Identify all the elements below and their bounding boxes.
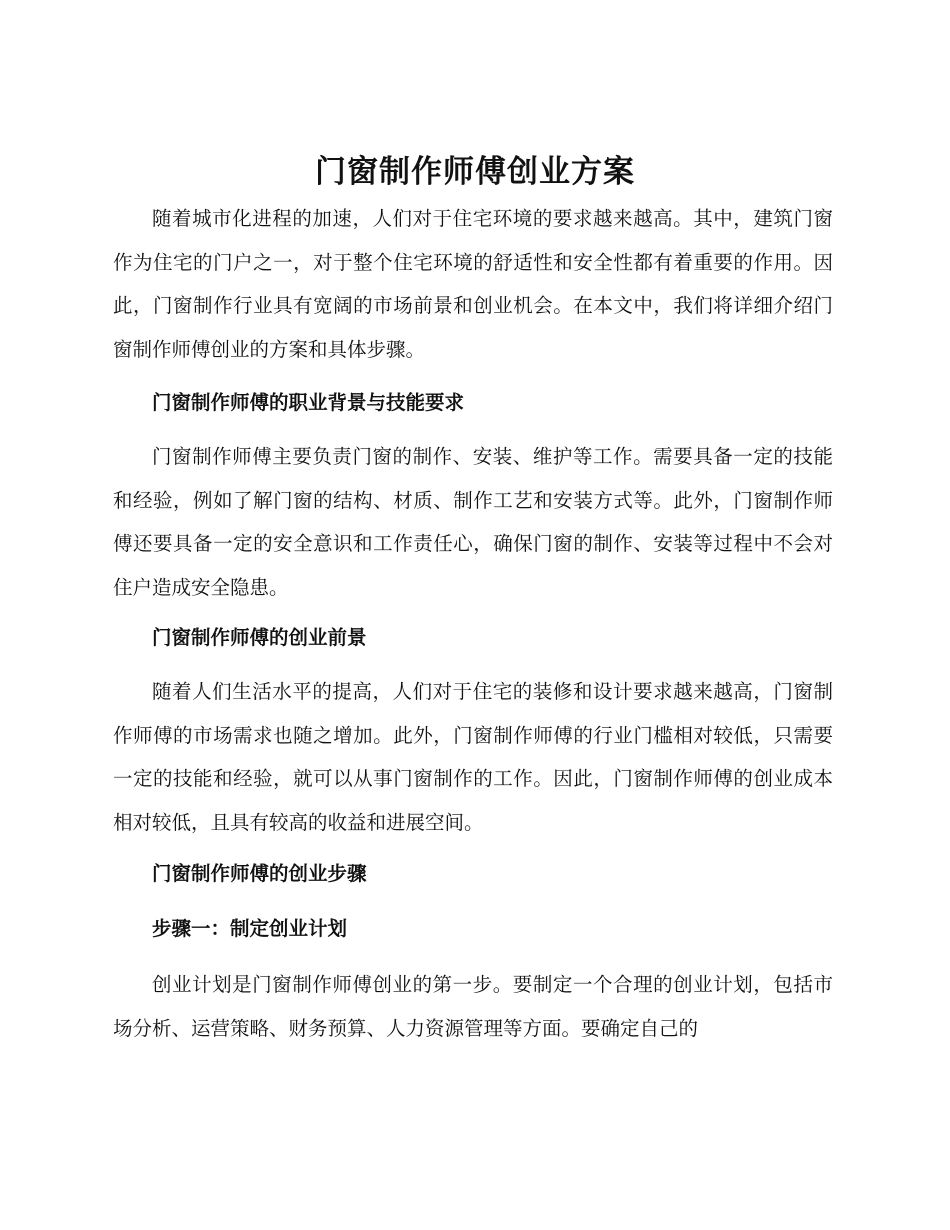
section3-heading: 门窗制作师傅的创业步骤: [152, 862, 367, 885]
step1-block: [113, 963, 833, 1050]
intro-paragraph: 随着城市化进程的加速，人们对于住宅环境的要求越来越高。其中，建筑门窗作为住宅的门户之一，对于整个住宅环境的舒适性和安全性都有着重要的作用。因此，门窗制作行业具有宽阔的市场前景和创业机会。在本文中，我们将详细介绍门窗制作师傅创业的方案和具体步骤。: [113, 207, 833, 361]
section2-block: [113, 670, 833, 844]
section2-paragraph: 随着人们生活水平的提高，人们对于住宅的装修和设计要求越来越高，门窗制作师傅的市场需求也随之增加。此外，门窗制作师傅的行业门槛相对较低，只需要一定的技能和经验，就可以从事门窗制作的工作。因此，门窗制作师傅的创业成本相对较低，且具有较高的收益和进展空间。: [113, 680, 833, 834]
section1-heading-block: [113, 388, 833, 418]
document-title: 门窗制作师傅创业方案: [315, 154, 635, 190]
section2-heading: 门窗制作师傅的创业前景: [152, 626, 367, 649]
section1-block: [113, 435, 833, 609]
section1-heading: 门窗制作师傅的职业背景与技能要求: [152, 391, 465, 414]
step1-heading: 步骤一：制定创业计划: [152, 917, 348, 940]
intro-block: [113, 197, 833, 371]
section1-paragraph: 门窗制作师傅主要负责门窗的制作、安装、维护等工作。需要具备一定的技能和经验，例如了解门窗的结构、材质、制作工艺和安装方式等。此外，门窗制作师傅还要具备一定的安全意识和工作责任心，确保门窗的制作、安装等过程中不会对住户造成安全隐患。: [113, 445, 833, 599]
step1-heading-block: [113, 914, 833, 944]
section3-heading-block: [113, 859, 833, 889]
step1-paragraph: 创业计划是门窗制作师傅创业的第一步。要制定一个合理的创业计划，包括市场分析、运营策略、财务预算、人力资源管理等方面。要确定自己的: [113, 973, 833, 1040]
section2-heading-block: [113, 623, 833, 653]
